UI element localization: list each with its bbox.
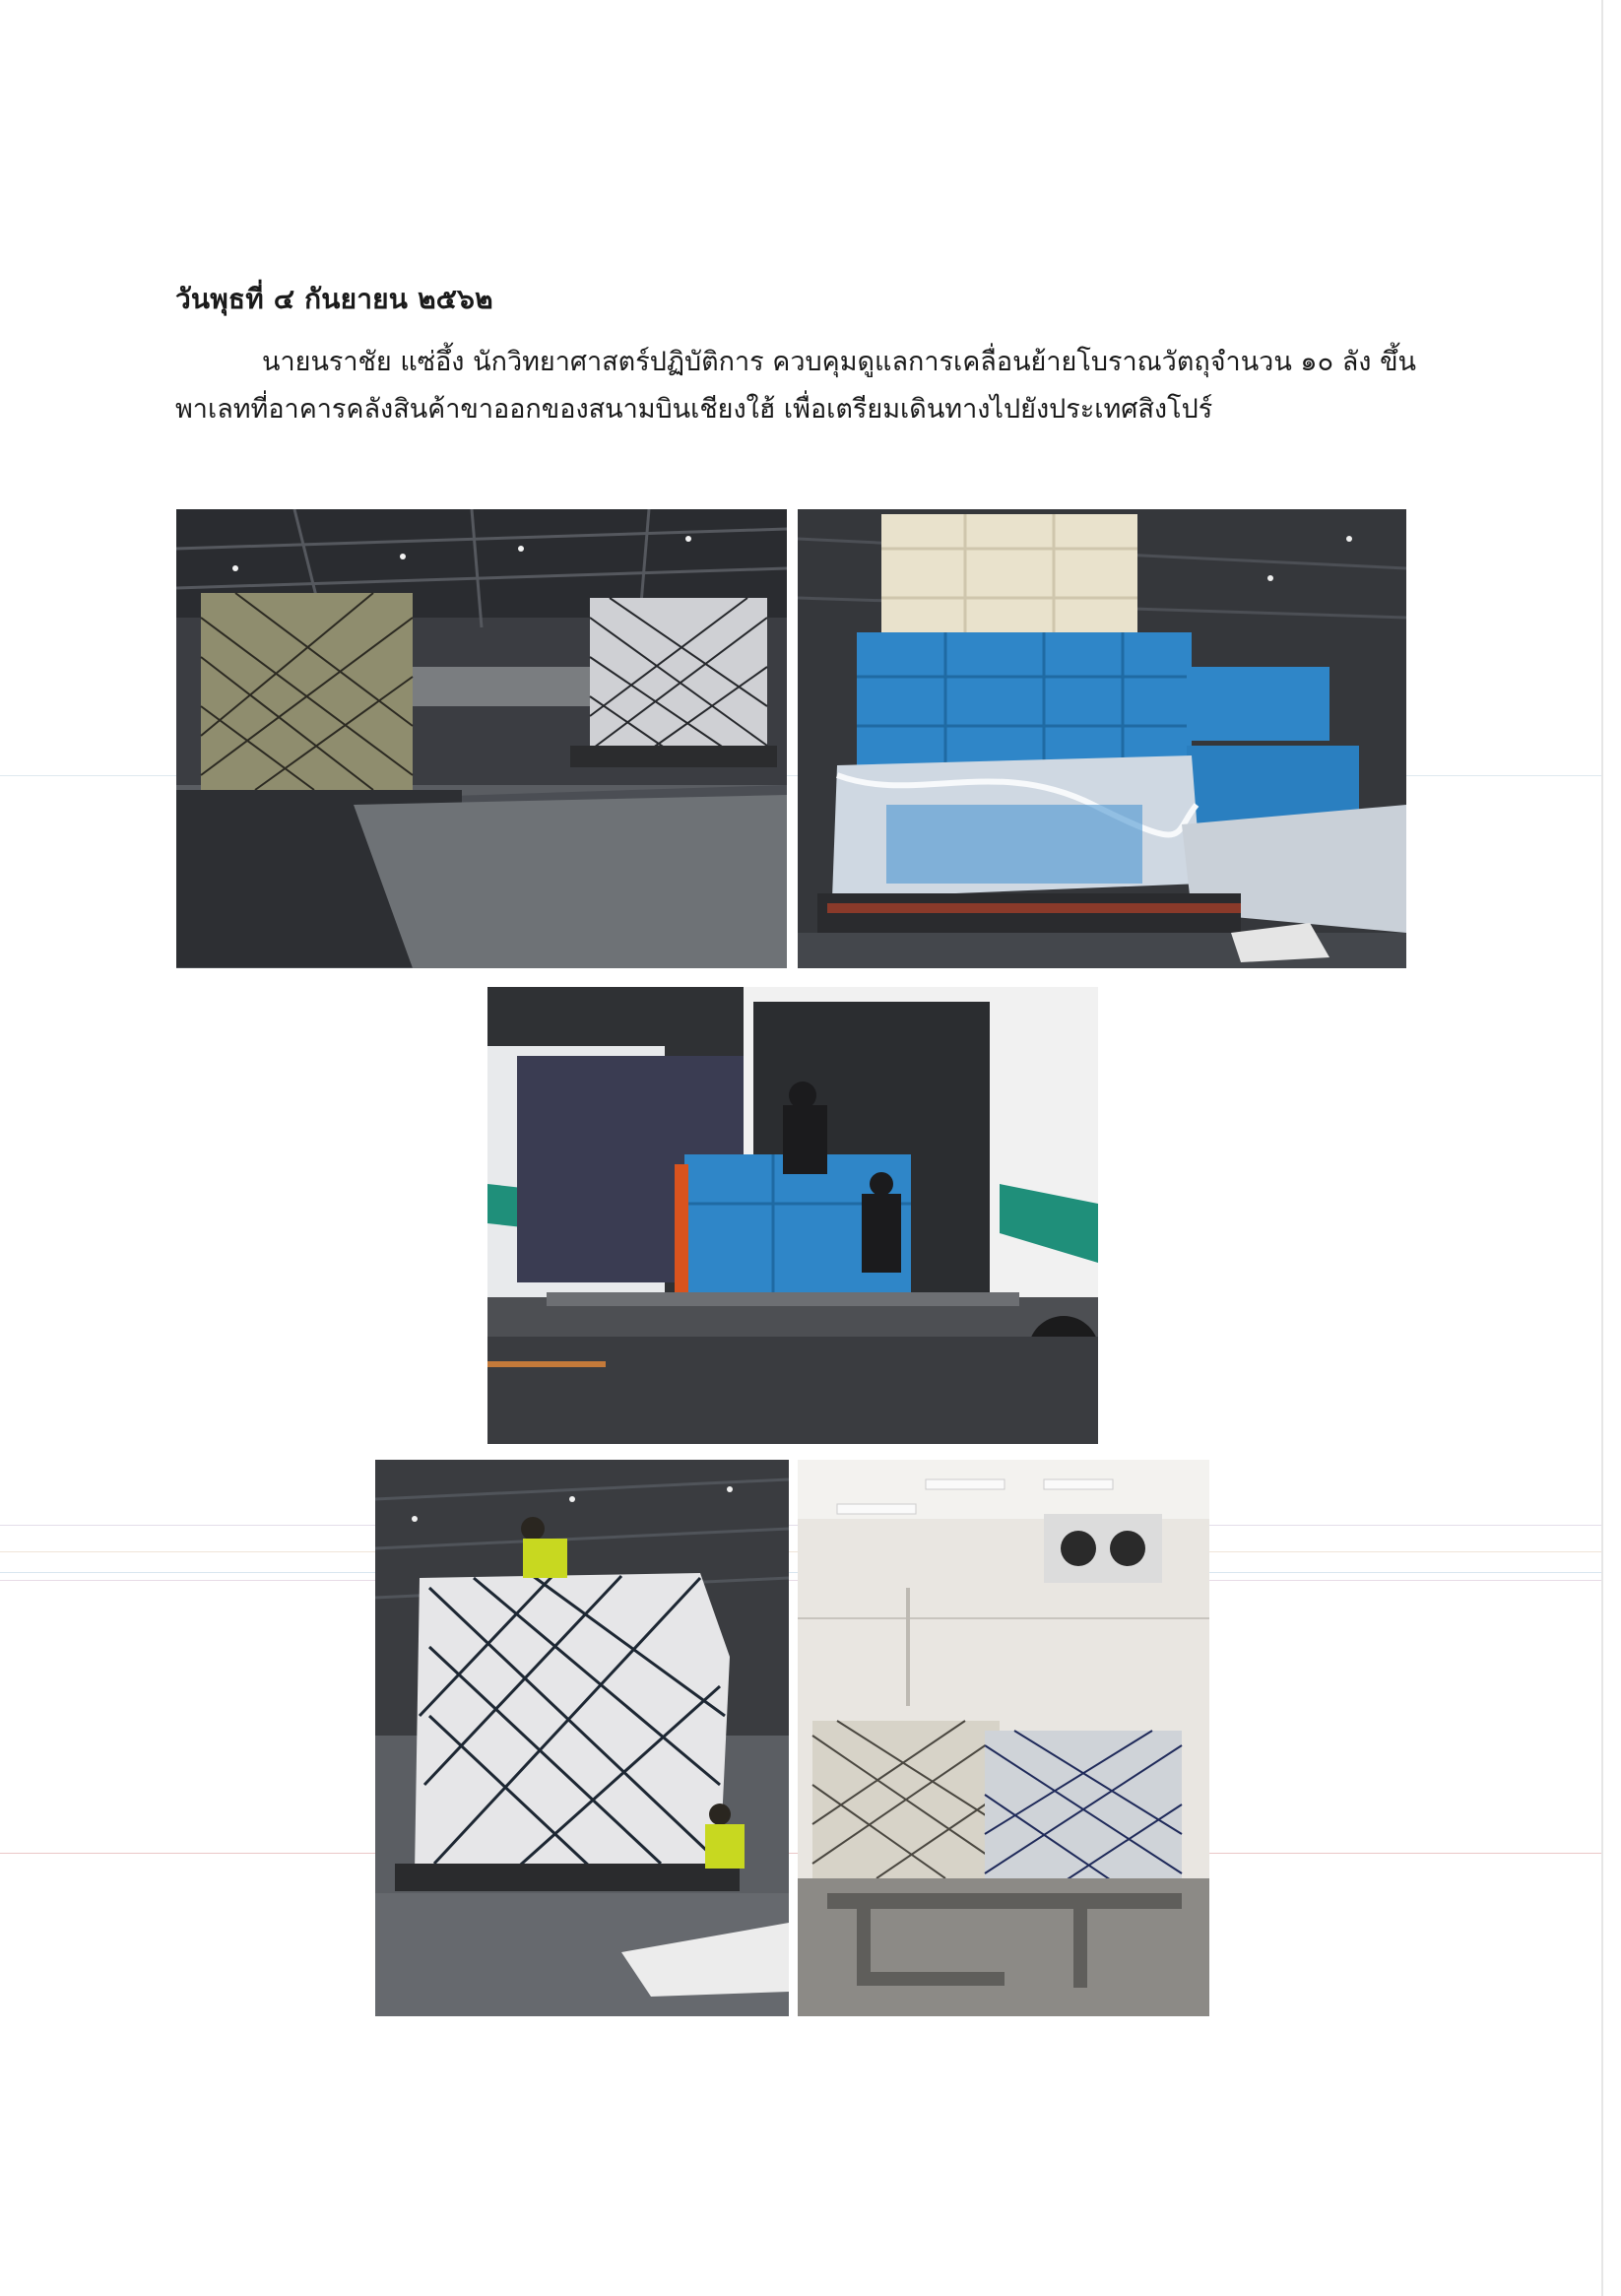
- activity-description: นายนราชัย แซ่อึ้ง นักวิทยาศาสตร์ปฏิบัติการ ควบคุมดูแลการเคลื่อนย้ายโบราณวัตถุจำนวน ๑๐ ลัง ขึ้นพาเลทที่อาคารคลังสินค้าขาออกของสนามบินเชียงใฮ้ เพื่อเตรียมเดินทางไปยังประเทศสิงโปร์: [175, 347, 1416, 425]
- photo-crates-in-cold-storage: [798, 1460, 1209, 2016]
- photo-blue-crates-plastic-wrap: [798, 509, 1406, 968]
- photo-securing-net-white-crate: [375, 1460, 789, 2016]
- page-edge: [1601, 0, 1603, 2296]
- photo-loading-crate-onto-truck: [487, 987, 1098, 1444]
- date-heading: วันพุธที่ ๔ กันยายน ๒๕๖๒: [175, 283, 493, 315]
- photo-netted-crates-warehouse: [176, 509, 787, 968]
